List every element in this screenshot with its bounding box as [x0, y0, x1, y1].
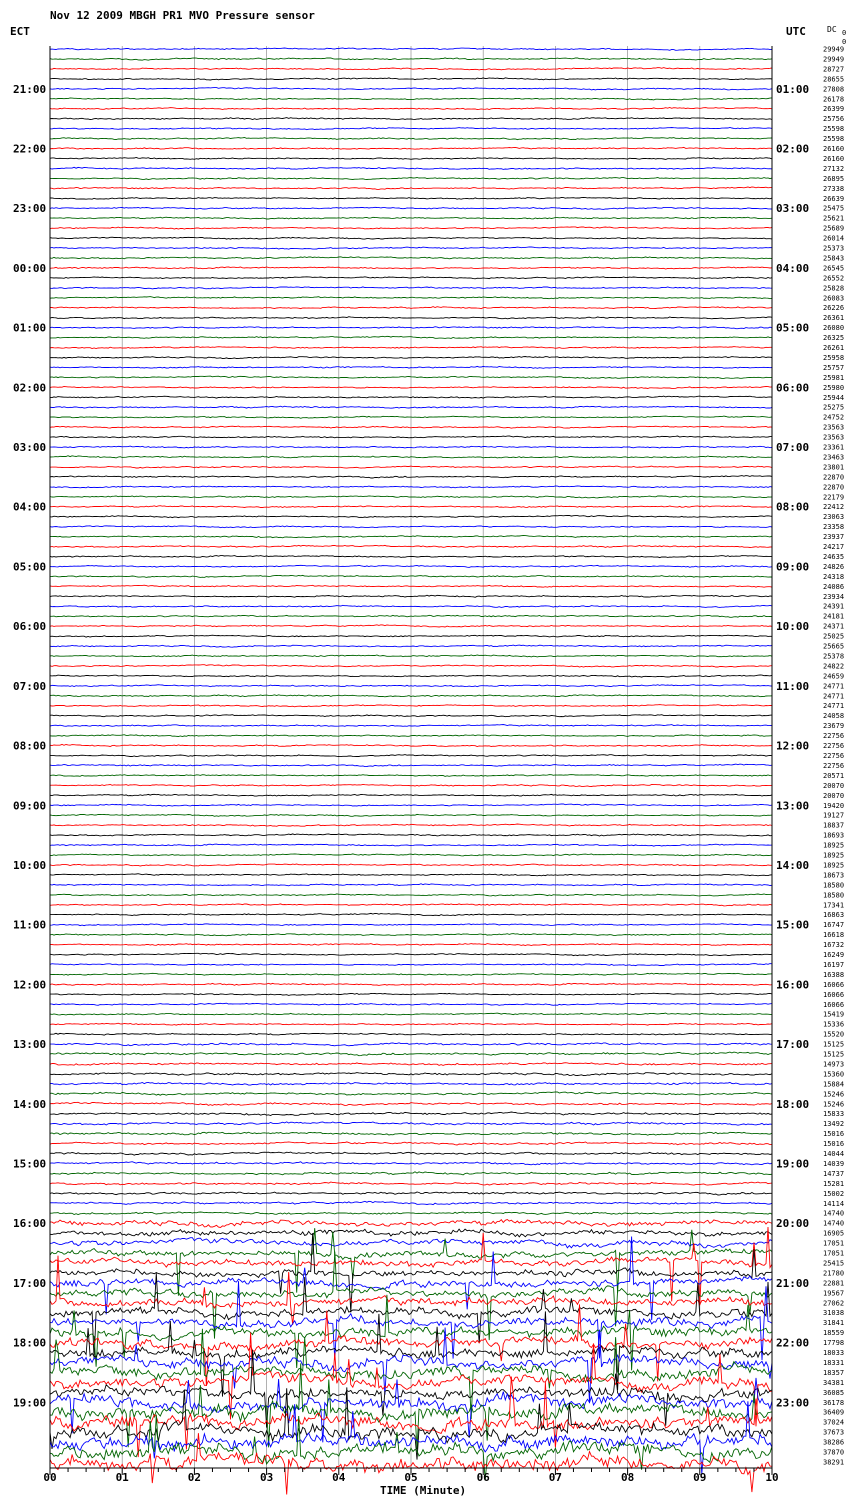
- utc-hour-label: 18:00: [776, 1097, 810, 1111]
- dc-value-label: 19567: [823, 1289, 845, 1298]
- dc-value-label: 25944: [823, 393, 845, 402]
- dc-value-label: 22870: [823, 483, 845, 492]
- dc-value-label: 17798: [823, 1339, 845, 1348]
- dc-value-label: 15419: [823, 1010, 845, 1019]
- utc-hour-label: 03:00: [776, 202, 810, 216]
- dc-value-label: 26399: [823, 105, 845, 114]
- dc-value-label: 26160: [823, 145, 845, 153]
- dc-value-label: 23463: [823, 453, 845, 462]
- dc-value-label: 26545: [823, 264, 845, 273]
- dc-value-label: 19420: [823, 801, 845, 810]
- utc-axis-label: UTC: [786, 25, 806, 38]
- dc-value-label: 26261: [823, 344, 845, 352]
- dc-value-label: 14039: [823, 1160, 845, 1168]
- dc-value-label: 21780: [823, 1269, 845, 1278]
- dc-value-label: 23063: [823, 513, 845, 522]
- x-tick-label: 10: [765, 1471, 779, 1484]
- dc-value-label: 38291: [823, 1458, 845, 1467]
- ect-hour-label: 10:00: [13, 859, 47, 872]
- utc-hour-label: 12:00: [776, 739, 810, 753]
- utc-hour-label: 02:00: [776, 142, 810, 156]
- dc-value-label: 16066: [823, 980, 845, 989]
- dc-value-label: 24058: [823, 712, 845, 721]
- dc-value-label: 24635: [823, 553, 845, 561]
- dc-value-label: 37870: [823, 1448, 845, 1457]
- dc-value-label: 24181: [823, 612, 845, 621]
- dc-value-label: 37024: [823, 1418, 845, 1427]
- utc-hour-label: 19:00: [776, 1157, 810, 1171]
- utc-hour-label: 20:00: [776, 1217, 810, 1231]
- dc-value-label: 16249: [823, 951, 845, 959]
- dc-value-label: 16618: [823, 931, 845, 940]
- ect-hour-label: 06:00: [13, 620, 47, 634]
- x-axis-label: TIME (Minute): [380, 1484, 467, 1497]
- ect-hour-label: 23:00: [13, 202, 47, 216]
- x-tick-label: 09: [693, 1471, 707, 1484]
- utc-hour-label: 08:00: [776, 500, 810, 514]
- dc-value-label: 24086: [823, 582, 845, 591]
- ect-hour-label: 17:00: [13, 1276, 47, 1290]
- dc-zero-label: 0: [842, 29, 847, 37]
- ect-hour-label: 09:00: [13, 799, 47, 813]
- dc-value-label: 23801: [823, 463, 845, 472]
- ect-hour-label: 07:00: [13, 679, 47, 693]
- dc-value-label: 18837: [823, 821, 845, 830]
- ect-axis-label: ECT: [10, 25, 30, 38]
- dc-value-label: 24391: [823, 602, 845, 611]
- dc-value-label: 24217: [823, 543, 845, 551]
- dc-value-label: 16197: [823, 961, 845, 969]
- ect-hour-label: 18:00: [13, 1336, 47, 1350]
- dc-value-label: 22756: [823, 732, 845, 741]
- x-tick-label: 01: [115, 1471, 129, 1484]
- dc-value-label: 36085: [823, 1388, 845, 1397]
- x-tick-label: 08: [620, 1471, 635, 1484]
- dc-value-label: 18580: [823, 881, 845, 890]
- dc-value-label: 25843: [823, 254, 845, 263]
- dc-value-label: 17051: [823, 1239, 845, 1248]
- dc-value-label: 14114: [823, 1199, 845, 1208]
- dc-value-label: 24771: [823, 702, 845, 711]
- dc-value-label: 23358: [823, 523, 845, 532]
- ect-hour-label: 12:00: [13, 978, 47, 992]
- dc-value-label: 22756: [823, 762, 845, 770]
- dc-value-label: 36409: [823, 1408, 845, 1417]
- dc-value-label: 17341: [823, 901, 845, 910]
- dc-value-label: 25598: [823, 125, 845, 134]
- dc-value-label: 13492: [823, 1120, 845, 1129]
- ect-hour-label: 15:00: [13, 1157, 47, 1171]
- utc-hour-label: 22:00: [776, 1336, 810, 1350]
- ect-hour-label: 13:00: [13, 1038, 47, 1052]
- dc-value-label: 24659: [823, 672, 845, 681]
- dc-value-label: 18925: [823, 861, 845, 870]
- ect-hour-label: 14:00: [13, 1097, 47, 1111]
- dc-value-label: 36178: [823, 1398, 845, 1407]
- dc-value-label: 29949: [823, 55, 845, 64]
- utc-hour-label: 16:00: [776, 978, 810, 992]
- x-tick-label: 03: [259, 1471, 274, 1484]
- x-tick-label: 02: [187, 1471, 202, 1484]
- dc-value-label: 14737: [823, 1169, 845, 1178]
- dc-value-label: 26895: [823, 174, 845, 183]
- dc-value-label: 25828: [823, 284, 845, 293]
- utc-hour-label: 14:00: [776, 859, 810, 872]
- dc-value-label: 25980: [823, 383, 845, 392]
- dc-value-label: 24771: [823, 682, 845, 691]
- ect-hour-label: 16:00: [13, 1217, 47, 1231]
- dc-value-label: 24371: [823, 622, 845, 631]
- utc-hour-label: 17:00: [776, 1038, 810, 1052]
- dc-value-label: 25373: [823, 244, 845, 253]
- utc-hour-label: 06:00: [776, 381, 810, 395]
- dc-value-label: 26178: [823, 95, 845, 104]
- dc-value-label: 28655: [823, 75, 845, 84]
- dc-value-label: 25621: [823, 214, 845, 223]
- utc-hour-label: 01:00: [776, 82, 810, 96]
- dc-value-label: 26160: [823, 155, 845, 163]
- dc-value-label: 16066: [823, 990, 845, 999]
- chart-title: Nov 12 2009 MBGH PR1 MVO Pressure sensor: [50, 9, 315, 22]
- dc-value-label: 22179: [823, 493, 845, 502]
- dc-value-label: 23937: [823, 533, 845, 542]
- ect-hour-label: 22:00: [13, 142, 47, 156]
- dc-value-label: 18331: [823, 1359, 845, 1367]
- utc-hour-label: 11:00: [776, 679, 810, 693]
- dc-value-label: 26325: [823, 334, 845, 343]
- ect-hour-label: 05:00: [13, 560, 47, 574]
- dc-value-label: 14740: [823, 1209, 845, 1218]
- utc-hour-label: 09:00: [776, 560, 810, 574]
- dc-value-label: 18673: [823, 871, 845, 880]
- dc-value-label: 37673: [823, 1428, 845, 1437]
- dc-value-label: 14973: [823, 1060, 845, 1069]
- x-tick-label: 06: [476, 1471, 490, 1484]
- dc-value-label: 23563: [823, 423, 845, 432]
- dc-value-label: 19127: [823, 811, 845, 820]
- dc-value-label: 18357: [823, 1368, 845, 1377]
- dc-value-label: 16066: [823, 1000, 845, 1009]
- dc-value-label: 25415: [823, 1259, 845, 1268]
- dc-value-label: 15016: [823, 1140, 845, 1149]
- dc-value-label: 22881: [823, 1279, 845, 1288]
- dc-value-label: 16863: [823, 911, 845, 920]
- dc-value-label: 23934: [823, 592, 845, 601]
- dc-value-label: 15281: [823, 1179, 845, 1188]
- dc-value-label: 14740: [823, 1219, 845, 1228]
- dc-value-label: 25598: [823, 135, 845, 144]
- dc-value-label: 24318: [823, 572, 845, 581]
- dc-value-label: 22870: [823, 473, 845, 482]
- dc-value-label: 27132: [823, 164, 845, 173]
- dc-value-label: 15246: [823, 1090, 845, 1099]
- dc-value-label: 25025: [823, 632, 845, 641]
- dc-value-label: 38286: [823, 1438, 845, 1447]
- dc-value-label: 26083: [823, 294, 845, 303]
- dc-value-label: 15016: [823, 1130, 845, 1139]
- dc-zero-label: 0: [842, 38, 847, 46]
- dc-value-label: 26552: [823, 274, 845, 283]
- dc-value-label: 15833: [823, 1110, 845, 1119]
- dc-value-label: 15884: [823, 1080, 845, 1089]
- ect-hour-label: 01:00: [13, 321, 47, 335]
- dc-value-label: 25665: [823, 642, 845, 651]
- utc-hour-label: 05:00: [776, 321, 810, 335]
- dc-value-label: 18559: [823, 1329, 845, 1338]
- dc-value-label: 22756: [823, 742, 845, 750]
- dc-value-label: 20571: [823, 771, 845, 780]
- dc-column-label: DC: [827, 25, 837, 34]
- dc-value-label: 24771: [823, 692, 845, 701]
- dc-value-label: 15336: [823, 1020, 845, 1029]
- ect-hour-label: 00:00: [13, 261, 47, 275]
- dc-value-label: 27062: [823, 1299, 845, 1308]
- dc-value-label: 18693: [823, 831, 845, 840]
- dc-value-label: 24826: [823, 562, 845, 571]
- dc-value-label: 24822: [823, 662, 845, 671]
- utc-hour-label: 13:00: [776, 799, 810, 813]
- dc-value-label: 15520: [823, 1030, 845, 1039]
- dc-value-label: 23679: [823, 722, 845, 731]
- dc-value-label: 14044: [823, 1150, 845, 1158]
- utc-hour-label: 04:00: [776, 261, 810, 275]
- dc-value-label: 28727: [823, 65, 845, 74]
- dc-value-label: 18925: [823, 841, 845, 850]
- ect-hour-label: 02:00: [13, 381, 47, 395]
- ect-hour-label: 11:00: [13, 918, 47, 932]
- ect-hour-label: 19:00: [13, 1396, 47, 1410]
- dc-value-label: 18580: [823, 891, 845, 900]
- dc-value-label: 26639: [823, 194, 845, 203]
- dc-value-label: 16747: [823, 921, 845, 930]
- dc-value-label: 20070: [823, 791, 845, 800]
- dc-value-label: 17051: [823, 1249, 845, 1258]
- dc-value-label: 31038: [823, 1309, 845, 1318]
- dc-value-label: 16905: [823, 1229, 845, 1238]
- dc-value-label: 18925: [823, 851, 845, 860]
- dc-value-label: 15125: [823, 1040, 845, 1049]
- dc-value-label: 15246: [823, 1100, 845, 1109]
- ect-hour-label: 08:00: [13, 739, 47, 753]
- dc-value-label: 27338: [823, 184, 845, 193]
- dc-value-label: 24752: [823, 413, 845, 422]
- dc-value-label: 16732: [823, 941, 845, 950]
- x-tick-label: 07: [548, 1471, 563, 1484]
- dc-value-label: 26226: [823, 304, 845, 313]
- dc-value-label: 16388: [823, 970, 845, 979]
- ect-hour-label: 03:00: [13, 441, 47, 454]
- dc-value-label: 23361: [823, 443, 845, 452]
- dc-value-label: 25958: [823, 354, 845, 362]
- utc-hour-label: 10:00: [776, 620, 810, 634]
- dc-value-label: 27808: [823, 85, 845, 94]
- dc-value-label: 25378: [823, 652, 845, 661]
- utc-hour-label: 07:00: [776, 441, 810, 454]
- dc-value-label: 25981: [823, 373, 845, 382]
- dc-value-label: 34381: [823, 1378, 845, 1387]
- dc-value-label: 15002: [823, 1189, 845, 1198]
- dc-value-label: 25475: [823, 204, 845, 213]
- dc-value-label: 29949: [823, 45, 845, 54]
- x-tick-label: 00: [43, 1471, 57, 1484]
- dc-value-label: 25756: [823, 115, 845, 124]
- dc-value-label: 31841: [823, 1319, 845, 1328]
- ect-hour-label: 21:00: [13, 82, 47, 96]
- x-tick-label: 04: [332, 1471, 346, 1484]
- dc-value-label: 25275: [823, 403, 845, 412]
- dc-value-label: 20070: [823, 781, 845, 790]
- utc-hour-label: 23:00: [776, 1396, 810, 1410]
- dc-value-label: 26014: [823, 234, 845, 243]
- dc-value-label: 25689: [823, 224, 845, 233]
- dc-value-label: 15125: [823, 1050, 845, 1059]
- utc-hour-label: 15:00: [776, 918, 810, 932]
- utc-hour-label: 21:00: [776, 1276, 810, 1290]
- dc-value-label: 18033: [823, 1349, 845, 1357]
- ect-hour-label: 04:00: [13, 500, 47, 514]
- dc-value-label: 22412: [823, 503, 845, 512]
- dc-value-label: 26361: [823, 314, 845, 323]
- dc-value-label: 22756: [823, 752, 845, 760]
- dc-value-label: 23563: [823, 433, 845, 442]
- dc-value-label: 26080: [823, 324, 845, 333]
- dc-value-label: 15360: [823, 1070, 845, 1079]
- x-tick-label: 05: [404, 1471, 418, 1484]
- dc-value-label: 25757: [823, 363, 845, 372]
